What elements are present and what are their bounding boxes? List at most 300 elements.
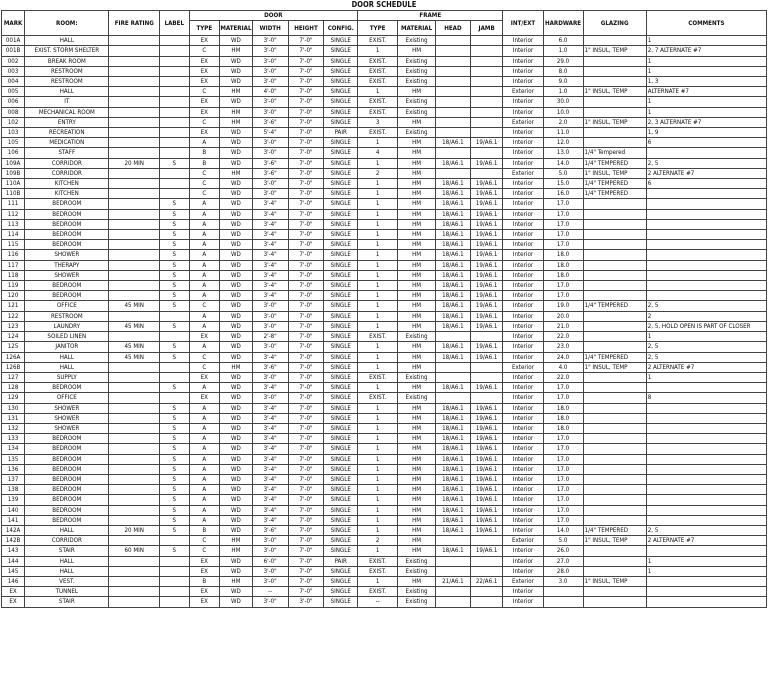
cell-label: S — [160, 505, 190, 515]
cell-mark: 102 — [2, 117, 25, 127]
cell-config: SINGLE — [324, 87, 358, 97]
cell-frame-type: 2 — [358, 168, 398, 178]
cell-frame-material: Existing — [398, 107, 436, 117]
cell-width: 3'-0" — [252, 546, 288, 556]
cell-door-material: WD — [220, 556, 253, 566]
cell-head: 18/A6.1 — [436, 474, 471, 484]
cell-head: 18/A6.1 — [436, 219, 471, 229]
cell-hardware: 17.0 — [543, 505, 583, 515]
cell-jamb: 19/A6.1 — [470, 546, 503, 556]
cell-door-type: A — [189, 505, 220, 515]
cell-room: OFFICE — [25, 393, 109, 403]
cell-width: 3'-4" — [252, 219, 288, 229]
cell-head: 18/A6.1 — [436, 158, 471, 168]
cell-head — [436, 332, 471, 342]
cell-fire-rating — [109, 444, 160, 454]
cell-glazing: 1" INSUL, TEMP — [583, 576, 646, 586]
cell-room: JANITOR — [25, 342, 109, 352]
cell-mark: 005 — [2, 87, 25, 97]
cell-door-material: HM — [220, 362, 253, 372]
cell-frame-material: Existing — [398, 77, 436, 87]
cell-width: 3'-6" — [252, 362, 288, 372]
cell-fire-rating: 20 MIN — [109, 158, 160, 168]
table-row — [2, 199, 767, 209]
table-row — [2, 301, 767, 311]
cell-jamb — [470, 128, 503, 138]
cell-head: 18/A6.1 — [436, 464, 471, 474]
cell-frame-material: HM — [398, 87, 436, 97]
cell-mark: 110B — [2, 189, 25, 199]
cell-frame-material: HM — [398, 219, 436, 229]
cell-config: SINGLE — [324, 36, 358, 46]
cell-int-ext: Interior — [503, 352, 543, 362]
cell-mark: 126B — [2, 362, 25, 372]
table-row — [2, 87, 767, 97]
cell-fire-rating — [109, 46, 160, 56]
cell-mark: 127 — [2, 372, 25, 382]
cell-mark: 130 — [2, 403, 25, 413]
cell-room: SHOWER — [25, 413, 109, 423]
cell-room: BEDROOM — [25, 434, 109, 444]
cell-width: 3'-0" — [252, 97, 288, 107]
cell-frame-type: 1 — [358, 546, 398, 556]
cell-glazing: 1" INSUL, TEMP — [583, 117, 646, 127]
cell-height: 7'-0" — [288, 566, 324, 576]
cell-int-ext: Interior — [503, 566, 543, 576]
cell-glazing — [583, 423, 646, 433]
cell-height: 7'-0" — [288, 444, 324, 454]
cell-jamb — [470, 107, 503, 117]
table-row — [2, 36, 767, 46]
cell-door-type: C — [189, 301, 220, 311]
cell-head — [436, 128, 471, 138]
cell-head — [436, 536, 471, 546]
cell-head: 18/A6.1 — [436, 495, 471, 505]
table-row — [2, 56, 767, 66]
cell-frame-material: HM — [398, 454, 436, 464]
cell-width: 3'-4" — [252, 495, 288, 505]
cell-hardware: 26.0 — [543, 546, 583, 556]
cell-room: CORRIDOR — [25, 168, 109, 178]
cell-hardware — [543, 587, 583, 597]
table-row — [2, 556, 767, 566]
cell-label: S — [160, 485, 190, 495]
cell-door-material: WD — [220, 199, 253, 209]
cell-label: S — [160, 270, 190, 280]
cell-int-ext: Interior — [503, 148, 543, 158]
cell-fire-rating — [109, 199, 160, 209]
cell-door-material: WD — [220, 597, 253, 607]
cell-hardware: 17.0 — [543, 444, 583, 454]
cell-door-type: C — [189, 352, 220, 362]
cell-door-material: WD — [220, 434, 253, 444]
cell-glazing — [583, 36, 646, 46]
cell-glazing — [583, 97, 646, 107]
cell-room: BEDROOM — [25, 199, 109, 209]
cell-label: S — [160, 495, 190, 505]
cell-frame-material: HM — [398, 189, 436, 199]
table-row — [2, 230, 767, 240]
cell-door-material: WD — [220, 250, 253, 260]
cell-width: 3'-4" — [252, 352, 288, 362]
cell-mark: 143 — [2, 546, 25, 556]
cell-door-type: EX — [189, 77, 220, 87]
cell-config: SINGLE — [324, 372, 358, 382]
cell-door-type: C — [189, 87, 220, 97]
cell-hardware: 5.0 — [543, 536, 583, 546]
cell-hardware: 18.0 — [543, 250, 583, 260]
cell-fire-rating — [109, 556, 160, 566]
cell-label: S — [160, 352, 190, 362]
cell-fire-rating: 45 MIN — [109, 352, 160, 362]
table-row — [2, 403, 767, 413]
cell-config: SINGLE — [324, 362, 358, 372]
cell-mark: 120 — [2, 291, 25, 301]
cell-mark: 142A — [2, 525, 25, 535]
cell-label — [160, 576, 190, 586]
cell-comments: 1, 3 — [646, 77, 766, 87]
table-row — [2, 148, 767, 158]
cell-frame-type: 1 — [358, 444, 398, 454]
cell-fire-rating — [109, 597, 160, 607]
cell-jamb — [470, 372, 503, 382]
cell-frame-material: HM — [398, 291, 436, 301]
cell-glazing — [583, 260, 646, 270]
header-head: HEAD — [436, 21, 471, 36]
cell-glazing — [583, 332, 646, 342]
cell-int-ext: Interior — [503, 270, 543, 280]
cell-fire-rating — [109, 464, 160, 474]
cell-hardware: 14.0 — [543, 158, 583, 168]
header-frame-material: MATERIAL — [398, 21, 436, 36]
cell-head — [436, 168, 471, 178]
cell-hardware: 17.0 — [543, 434, 583, 444]
cell-label: S — [160, 240, 190, 250]
cell-mark: 109B — [2, 168, 25, 178]
cell-hardware: 4.0 — [543, 362, 583, 372]
cell-frame-type: -- — [358, 597, 398, 607]
cell-mark: 140 — [2, 505, 25, 515]
cell-int-ext: Interior — [503, 515, 543, 525]
cell-room: BEDROOM — [25, 219, 109, 229]
cell-mark: 135 — [2, 454, 25, 464]
cell-fire-rating: 20 MIN — [109, 525, 160, 535]
cell-frame-material: HM — [398, 179, 436, 189]
cell-fire-rating — [109, 270, 160, 280]
header-width: WIDTH — [252, 21, 288, 36]
cell-comments — [646, 454, 766, 464]
cell-frame-type: EXIST. — [358, 128, 398, 138]
cell-jamb: 19/A6.1 — [470, 291, 503, 301]
table-row — [2, 383, 767, 393]
cell-glazing: 1" INSUL, TEMP — [583, 536, 646, 546]
cell-head — [436, 566, 471, 576]
cell-int-ext: Exterior — [503, 536, 543, 546]
cell-label — [160, 332, 190, 342]
cell-jamb: 19/A6.1 — [470, 495, 503, 505]
cell-frame-type: 1 — [358, 525, 398, 535]
cell-room: CORRIDOR — [25, 158, 109, 168]
cell-door-material: WD — [220, 413, 253, 423]
cell-label: S — [160, 301, 190, 311]
cell-room: MECHANICAL ROOM — [25, 107, 109, 117]
cell-jamb: 19/A6.1 — [470, 270, 503, 280]
cell-config: SINGLE — [324, 403, 358, 413]
table-row — [2, 107, 767, 117]
cell-door-type: C — [189, 546, 220, 556]
table-row — [2, 485, 767, 495]
header-glazing: GLAZING — [583, 11, 646, 36]
cell-glazing — [583, 434, 646, 444]
cell-door-type: B — [189, 158, 220, 168]
cell-glazing — [583, 556, 646, 566]
cell-mark: 126A — [2, 352, 25, 362]
cell-door-material: WD — [220, 495, 253, 505]
cell-room: BEDROOM — [25, 464, 109, 474]
header-frame-group: FRAME — [358, 11, 503, 21]
cell-frame-type: 4 — [358, 148, 398, 158]
cell-hardware: 14.0 — [543, 525, 583, 535]
cell-fire-rating — [109, 393, 160, 403]
cell-config: SINGLE — [324, 505, 358, 515]
cell-mark: 136 — [2, 464, 25, 474]
cell-jamb: 19/A6.1 — [470, 423, 503, 433]
cell-config: SINGLE — [324, 158, 358, 168]
cell-config: SINGLE — [324, 107, 358, 117]
cell-fire-rating — [109, 128, 160, 138]
cell-door-type: A — [189, 209, 220, 219]
cell-int-ext: Interior — [503, 383, 543, 393]
cell-jamb: 19/A6.1 — [470, 444, 503, 454]
cell-door-material: WD — [220, 77, 253, 87]
cell-mark: 115 — [2, 240, 25, 250]
cell-comments — [646, 464, 766, 474]
table-row — [2, 219, 767, 229]
cell-height: 7'-0" — [288, 168, 324, 178]
cell-config: SINGLE — [324, 434, 358, 444]
cell-door-material: WD — [220, 474, 253, 484]
cell-int-ext: Interior — [503, 444, 543, 454]
cell-label: S — [160, 260, 190, 270]
cell-glazing: 1/4" TEMPERED — [583, 352, 646, 362]
header-door-material: MATERIAL — [220, 21, 253, 36]
cell-label: S — [160, 464, 190, 474]
cell-frame-type: 1 — [358, 209, 398, 219]
cell-jamb: 19/A6.1 — [470, 240, 503, 250]
cell-config: SINGLE — [324, 311, 358, 321]
table-row — [2, 546, 767, 556]
cell-height: 7'-0" — [288, 515, 324, 525]
cell-glazing: 1/4" TEMPERED — [583, 179, 646, 189]
cell-door-type: C — [189, 189, 220, 199]
cell-door-type: A — [189, 444, 220, 454]
cell-glazing — [583, 128, 646, 138]
cell-head — [436, 597, 471, 607]
table-row — [2, 179, 767, 189]
cell-width: 3'-4" — [252, 240, 288, 250]
cell-label — [160, 138, 190, 148]
cell-jamb: 19/A6.1 — [470, 158, 503, 168]
table-row — [2, 597, 767, 607]
cell-fire-rating — [109, 97, 160, 107]
cell-comments — [646, 444, 766, 454]
cell-frame-material: HM — [398, 230, 436, 240]
cell-hardware: 17.0 — [543, 485, 583, 495]
cell-head: 18/A6.1 — [436, 199, 471, 209]
cell-door-material: WD — [220, 566, 253, 576]
cell-door-material: HM — [220, 536, 253, 546]
cell-width: 3'-4" — [252, 515, 288, 525]
cell-room: HALL — [25, 525, 109, 535]
cell-config: SINGLE — [324, 179, 358, 189]
table-row — [2, 393, 767, 403]
cell-jamb: 19/A6.1 — [470, 464, 503, 474]
cell-room: BEDROOM — [25, 291, 109, 301]
cell-comments: 2 ALTERNATE #7 — [646, 168, 766, 178]
cell-comments: 1 — [646, 107, 766, 117]
cell-room: BEDROOM — [25, 495, 109, 505]
cell-jamb — [470, 148, 503, 158]
cell-frame-type: 1 — [358, 46, 398, 56]
cell-mark: 002 — [2, 56, 25, 66]
cell-comments: 1 — [646, 556, 766, 566]
cell-door-material: WD — [220, 515, 253, 525]
header-fire-rating: FIRE RATING — [109, 11, 160, 36]
cell-int-ext: Exterior — [503, 576, 543, 586]
door-schedule-table — [1, 10, 767, 608]
cell-label: S — [160, 199, 190, 209]
cell-door-material: WD — [220, 454, 253, 464]
cell-frame-type: 1 — [358, 281, 398, 291]
cell-jamb — [470, 36, 503, 46]
cell-hardware: 1.0 — [543, 87, 583, 97]
cell-int-ext: Interior — [503, 311, 543, 321]
table-row — [2, 240, 767, 250]
cell-mark: 006 — [2, 97, 25, 107]
cell-frame-material: HM — [398, 505, 436, 515]
cell-fire-rating: 45 MIN — [109, 321, 160, 331]
cell-glazing — [583, 219, 646, 229]
cell-config: SINGLE — [324, 168, 358, 178]
cell-comments — [646, 219, 766, 229]
cell-mark: 124 — [2, 332, 25, 342]
cell-label: S — [160, 474, 190, 484]
cell-glazing — [583, 587, 646, 597]
cell-hardware: 17.0 — [543, 393, 583, 403]
cell-door-type: EX — [189, 107, 220, 117]
cell-width: 3'-0" — [252, 597, 288, 607]
cell-head: 18/A6.1 — [436, 240, 471, 250]
cell-mark: 146 — [2, 576, 25, 586]
cell-mark: 103 — [2, 128, 25, 138]
cell-label — [160, 587, 190, 597]
cell-config: SINGLE — [324, 66, 358, 76]
cell-height: 7'-0" — [288, 464, 324, 474]
cell-door-material: WD — [220, 311, 253, 321]
cell-hardware: 17.0 — [543, 383, 583, 393]
cell-height: 7'-0" — [288, 321, 324, 331]
cell-fire-rating — [109, 56, 160, 66]
cell-frame-type: 1 — [358, 515, 398, 525]
cell-jamb: 19/A6.1 — [470, 250, 503, 260]
cell-label — [160, 179, 190, 189]
cell-height: 7'-0" — [288, 250, 324, 260]
cell-glazing — [583, 107, 646, 117]
cell-door-type: A — [189, 250, 220, 260]
cell-room: ENTRY — [25, 117, 109, 127]
cell-jamb: 19/A6.1 — [470, 189, 503, 199]
cell-height: 7'-0" — [288, 311, 324, 321]
cell-int-ext: Interior — [503, 46, 543, 56]
cell-width: 5'-4" — [252, 128, 288, 138]
cell-glazing — [583, 250, 646, 260]
cell-comments: 1, 9 — [646, 128, 766, 138]
cell-mark: 001A — [2, 36, 25, 46]
cell-frame-material: HM — [398, 546, 436, 556]
cell-mark: 142B — [2, 536, 25, 546]
cell-head: 18/A6.1 — [436, 525, 471, 535]
cell-hardware: 17.0 — [543, 240, 583, 250]
cell-room: OFFICE — [25, 301, 109, 311]
cell-label: S — [160, 250, 190, 260]
cell-comments — [646, 240, 766, 250]
cell-height: 7'-0" — [288, 423, 324, 433]
cell-head — [436, 587, 471, 597]
cell-height: 7'-0" — [288, 97, 324, 107]
cell-door-type: A — [189, 291, 220, 301]
cell-int-ext: Interior — [503, 240, 543, 250]
cell-width: 2'-8" — [252, 332, 288, 342]
cell-comments: 2, 5 — [646, 352, 766, 362]
cell-frame-type: 1 — [358, 138, 398, 148]
cell-comments — [646, 403, 766, 413]
cell-comments — [646, 474, 766, 484]
cell-config: SINGLE — [324, 536, 358, 546]
cell-int-ext: Interior — [503, 250, 543, 260]
cell-mark: 008 — [2, 107, 25, 117]
cell-fire-rating — [109, 107, 160, 117]
table-row — [2, 281, 767, 291]
cell-jamb: 19/A6.1 — [470, 525, 503, 535]
cell-glazing — [583, 321, 646, 331]
cell-width: 3'-4" — [252, 423, 288, 433]
cell-fire-rating — [109, 434, 160, 444]
cell-int-ext: Exterior — [503, 87, 543, 97]
cell-comments: 6 — [646, 138, 766, 148]
cell-comments — [646, 434, 766, 444]
cell-width: 3'-0" — [252, 66, 288, 76]
cell-room: STAFF — [25, 148, 109, 158]
cell-glazing — [583, 474, 646, 484]
cell-hardware: 9.0 — [543, 77, 583, 87]
cell-hardware: 29.0 — [543, 56, 583, 66]
cell-comments: 8 — [646, 393, 766, 403]
cell-comments — [646, 587, 766, 597]
cell-door-type: C — [189, 117, 220, 127]
cell-label: S — [160, 219, 190, 229]
cell-label — [160, 46, 190, 56]
cell-comments — [646, 199, 766, 209]
cell-frame-material: Existing — [398, 36, 436, 46]
cell-glazing — [583, 515, 646, 525]
cell-door-type: A — [189, 434, 220, 444]
cell-fire-rating — [109, 495, 160, 505]
cell-width: 3'-4" — [252, 434, 288, 444]
cell-height: 7'-0" — [288, 148, 324, 158]
cell-head — [436, 87, 471, 97]
cell-int-ext: Interior — [503, 505, 543, 515]
cell-glazing — [583, 444, 646, 454]
